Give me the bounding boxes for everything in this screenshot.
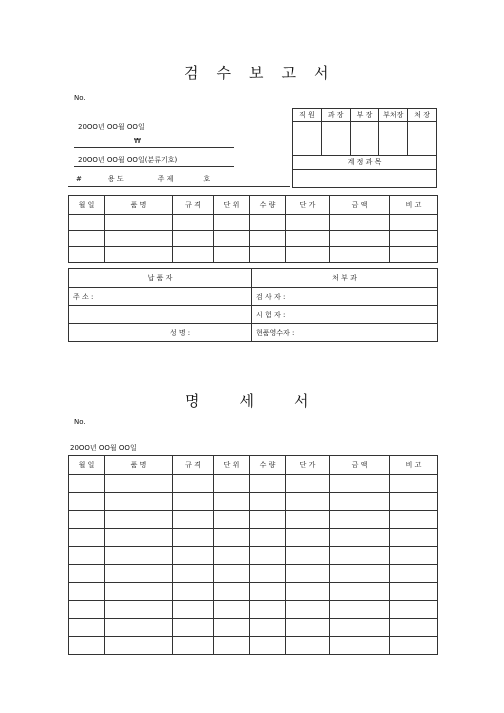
inspection-title-char: 보: [249, 64, 264, 82]
won-underline: [74, 147, 234, 148]
table-cell[interactable]: [105, 583, 173, 601]
table-cell[interactable]: [390, 619, 438, 637]
table-cell[interactable]: [69, 215, 105, 231]
details-header-row: [69, 456, 438, 475]
purpose-number: 호: [203, 175, 211, 183]
table-cell[interactable]: [214, 619, 250, 637]
table-cell[interactable]: [330, 601, 390, 619]
delivery-label: 납 품 자: [69, 269, 252, 288]
col-header-amount: 금 액: [330, 456, 390, 475]
table-cell[interactable]: [69, 247, 105, 263]
purpose-underline: [68, 186, 290, 187]
col-header-remark: 비 고: [390, 456, 438, 475]
table-cell[interactable]: [105, 511, 173, 529]
table-cell[interactable]: [330, 565, 390, 583]
date-underline: [74, 166, 234, 167]
table-cell[interactable]: [330, 583, 390, 601]
account-value-cell[interactable]: [293, 169, 437, 187]
table-cell[interactable]: [105, 637, 173, 655]
address-label: 주 소 :: [73, 292, 94, 301]
table-cell[interactable]: [173, 529, 214, 547]
table-cell[interactable]: [69, 547, 105, 565]
table-cell[interactable]: [390, 475, 438, 493]
table-cell[interactable]: [173, 493, 214, 511]
table-cell[interactable]: [390, 601, 438, 619]
col-header-date: 월 일: [69, 196, 105, 215]
table-cell[interactable]: [390, 231, 438, 247]
table-cell[interactable]: [69, 565, 105, 583]
table-cell[interactable]: [173, 475, 214, 493]
table-cell[interactable]: [173, 511, 214, 529]
delivery-table: [68, 268, 438, 342]
table-cell[interactable]: [390, 583, 438, 601]
table-row[interactable]: [69, 619, 438, 637]
table-cell[interactable]: [330, 511, 390, 529]
approval-header-director: 처 장: [408, 109, 437, 122]
table-cell[interactable]: [250, 547, 286, 565]
inspection-no-label: No.: [74, 94, 86, 102]
inspection-title-char: 수: [216, 64, 231, 82]
table-row[interactable]: [69, 583, 438, 601]
purpose-hash: #: [76, 175, 82, 183]
approval-table: [292, 108, 437, 188]
table-cell[interactable]: [105, 475, 173, 493]
table-row[interactable]: [69, 231, 438, 247]
table-cell[interactable]: [214, 475, 250, 493]
name-label: 성 명 :: [169, 328, 191, 337]
table-cell[interactable]: [330, 475, 390, 493]
details-title-char: 세: [239, 392, 254, 410]
table-cell[interactable]: [286, 529, 330, 547]
table-cell[interactable]: [105, 619, 173, 637]
account-label: 계 정 과 목: [293, 155, 437, 169]
table-cell[interactable]: [286, 215, 330, 231]
table-cell[interactable]: [69, 529, 105, 547]
inspection-items-table: [68, 195, 438, 263]
inspection-date-line: 20OO년 OO월 OO일: [78, 123, 145, 131]
table-row[interactable]: [69, 493, 438, 511]
table-cell[interactable]: [173, 583, 214, 601]
table-cell[interactable]: [173, 215, 214, 231]
table-cell[interactable]: [173, 547, 214, 565]
table-cell[interactable]: [330, 529, 390, 547]
table-cell[interactable]: [286, 247, 330, 263]
purpose-usage: 용 도: [107, 175, 124, 183]
won-mark: ₩: [134, 137, 141, 145]
table-cell[interactable]: [286, 493, 330, 511]
table-cell[interactable]: [105, 231, 173, 247]
inspection-title: [184, 62, 329, 83]
approval-header-staff: 직 원: [293, 109, 322, 122]
table-cell[interactable]: [105, 493, 173, 511]
table-cell[interactable]: [286, 583, 330, 601]
name-field[interactable]: [69, 324, 252, 342]
details-title-char: 서: [294, 392, 309, 410]
table-cell[interactable]: [214, 601, 250, 619]
col-header-qty: 수 량: [250, 456, 286, 475]
table-cell[interactable]: [69, 637, 105, 655]
table-cell[interactable]: [250, 493, 286, 511]
table-cell[interactable]: [105, 215, 173, 231]
tester-label: 시 험 자 :: [256, 310, 286, 319]
col-header-item: 품 명: [105, 456, 173, 475]
inspection-date-line-2: 20OO년 OO월 OO일(분류기호): [78, 156, 178, 164]
table-cell[interactable]: [214, 511, 250, 529]
table-cell[interactable]: [214, 247, 250, 263]
approval-header-dept-head: 부 장: [350, 109, 379, 122]
table-cell[interactable]: [173, 565, 214, 583]
table-cell[interactable]: [286, 637, 330, 655]
approval-sign-cell[interactable]: [321, 122, 350, 155]
table-cell[interactable]: [250, 565, 286, 583]
table-row[interactable]: [69, 637, 438, 655]
table-cell[interactable]: [390, 493, 438, 511]
approval-sign-cell[interactable]: [350, 122, 379, 155]
table-cell[interactable]: [214, 583, 250, 601]
details-items-table: [68, 455, 438, 655]
table-cell[interactable]: [390, 215, 438, 231]
table-cell[interactable]: [105, 247, 173, 263]
table-cell[interactable]: [330, 215, 390, 231]
table-row[interactable]: [69, 547, 438, 565]
details-title-char: 명: [185, 392, 200, 410]
table-cell[interactable]: [250, 511, 286, 529]
col-header-unit: 단 위: [214, 196, 250, 215]
table-cell[interactable]: [214, 215, 250, 231]
table-cell[interactable]: [173, 637, 214, 655]
table-cell[interactable]: [250, 583, 286, 601]
table-cell[interactable]: [214, 565, 250, 583]
table-row[interactable]: [69, 565, 438, 583]
approval-sign-cell[interactable]: [293, 122, 322, 155]
inspection-title-char: 검: [184, 64, 199, 82]
inspector-field[interactable]: [252, 288, 438, 306]
table-cell[interactable]: [250, 215, 286, 231]
address-field[interactable]: [69, 288, 252, 306]
table-cell[interactable]: [390, 565, 438, 583]
col-header-price: 단 가: [286, 456, 330, 475]
col-header-remark: 비 고: [390, 196, 438, 215]
receiver-label: 현품영수자 :: [256, 328, 295, 337]
table-cell[interactable]: [330, 247, 390, 263]
table-cell[interactable]: [390, 529, 438, 547]
table-cell[interactable]: [214, 547, 250, 565]
table-cell[interactable]: [105, 529, 173, 547]
tester-field[interactable]: [252, 306, 438, 324]
approval-sign-cell[interactable]: [408, 122, 437, 155]
inspection-title-char: 고: [281, 64, 296, 82]
table-cell[interactable]: [69, 475, 105, 493]
table-cell[interactable]: [69, 493, 105, 511]
table-cell[interactable]: [214, 231, 250, 247]
table-cell[interactable]: [105, 601, 173, 619]
table-cell[interactable]: [69, 511, 105, 529]
col-header-amount: 금 액: [330, 196, 390, 215]
col-header-unit: 단 위: [214, 456, 250, 475]
approval-header-deputy: 부처장: [379, 109, 408, 122]
table-cell[interactable]: [390, 547, 438, 565]
details-title: [185, 390, 309, 411]
table-cell[interactable]: [390, 247, 438, 263]
table-cell[interactable]: [250, 637, 286, 655]
table-cell[interactable]: [286, 231, 330, 247]
table-cell[interactable]: [173, 247, 214, 263]
table-cell[interactable]: [250, 247, 286, 263]
table-cell[interactable]: [390, 637, 438, 655]
details-no-label: No.: [74, 418, 86, 426]
col-header-qty: 수 량: [250, 196, 286, 215]
table-cell[interactable]: [173, 601, 214, 619]
table-cell[interactable]: [330, 619, 390, 637]
table-row[interactable]: [69, 247, 438, 263]
purpose-line: [76, 174, 210, 184]
col-header-item: 품 명: [105, 196, 173, 215]
table-row[interactable]: [69, 215, 438, 231]
table-row[interactable]: [69, 475, 438, 493]
receiver-field[interactable]: [252, 324, 438, 342]
table-cell[interactable]: [69, 583, 105, 601]
details-body: [69, 475, 438, 655]
table-cell[interactable]: [286, 565, 330, 583]
inspector-label: 검 사 자 :: [256, 292, 286, 301]
table-cell[interactable]: [214, 493, 250, 511]
col-header-spec: 규 격: [173, 456, 214, 475]
purpose-subject: 주 제: [157, 175, 174, 183]
table-row[interactable]: [69, 511, 438, 529]
inspection-title-char: 서: [314, 64, 329, 82]
col-header-date: 월 일: [69, 456, 105, 475]
table-cell[interactable]: [69, 601, 105, 619]
table-cell[interactable]: [390, 511, 438, 529]
department-label: 처 부 과: [252, 269, 438, 288]
table-cell[interactable]: [214, 529, 250, 547]
table-cell[interactable]: [69, 231, 105, 247]
table-cell[interactable]: [286, 601, 330, 619]
table-cell[interactable]: [105, 565, 173, 583]
table-cell[interactable]: [250, 475, 286, 493]
table-cell[interactable]: [286, 511, 330, 529]
table-cell[interactable]: [330, 493, 390, 511]
col-header-price: 단 가: [286, 196, 330, 215]
table-cell[interactable]: [173, 231, 214, 247]
table-cell[interactable]: [250, 601, 286, 619]
table-cell[interactable]: [173, 619, 214, 637]
table-cell[interactable]: [330, 231, 390, 247]
table-cell[interactable]: [250, 529, 286, 547]
table-cell[interactable]: [330, 547, 390, 565]
table-cell[interactable]: [330, 637, 390, 655]
approval-header-section-chief: 과 장: [321, 109, 350, 122]
table-cell[interactable]: [69, 619, 105, 637]
table-row[interactable]: [69, 601, 438, 619]
table-cell[interactable]: [250, 231, 286, 247]
table-cell[interactable]: [250, 619, 286, 637]
col-header-spec: 규 격: [173, 196, 214, 215]
table-row[interactable]: [69, 529, 438, 547]
inspection-header-row: [69, 196, 438, 215]
address-extra-field[interactable]: [69, 306, 252, 324]
table-cell[interactable]: [105, 547, 173, 565]
details-date-line: 20OO년 OO월 OO일: [70, 444, 137, 452]
table-cell[interactable]: [214, 637, 250, 655]
table-cell[interactable]: [286, 619, 330, 637]
table-cell[interactable]: [286, 475, 330, 493]
table-cell[interactable]: [286, 547, 330, 565]
approval-sign-cell[interactable]: [379, 122, 408, 155]
